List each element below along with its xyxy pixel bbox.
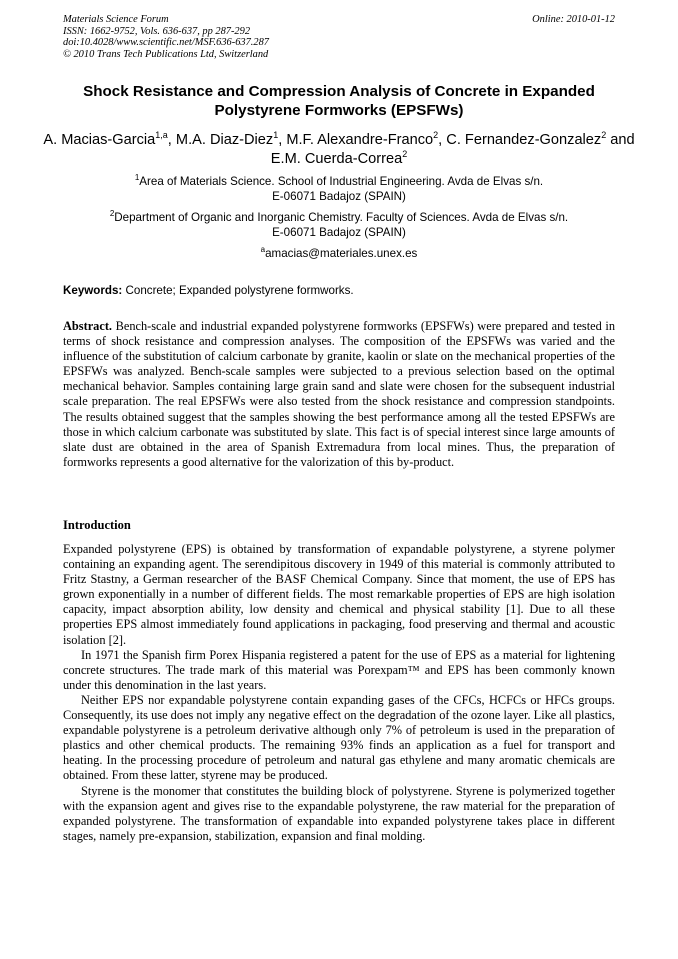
author-affiliation-mark: 2 [601,130,607,140]
abstract-text: Bench-scale and industrial expanded polystyrene formworks (EPSFWs) were prepared and tested in terms of shock resistance and compression analyses. The composition of the EPSFWs was varied and the influence of the substitution of calcium carbonate by granite, kaolin or slate on the mechanical properties of the EPSFWs was analyzed. Bench-scale samples were subjected to a previous selection based on the optimal mechanical behavior. Samples containing large grain sand and slate were chosen for the subsequent industrial scale preparation. The real EPSFWs were also tested from the shock resistance and compression standpoints. The results obtained suggest that the samples showing the best performance among all the tested EPSFWs are those in which calcium carbonate was substituted by slate. This fact is of special interest since large amounts of slate dust are obtained in the area of Spanish Extremadura from local mines. Thus, the preparation of formworks represents a good alternative for the valorization of this by-product. [63,319,615,469]
intro-paragraph: Expanded polystyrene (EPS) is obtained by transformation of expandable polystyrene, a styrene polymer containing an expanding agent. The serendipitous discovery in 1949 of this material is commonly attributed to Fritz Stastny, a German researcher of the BASF Chemical Company. Since that moment, the use of EPS has grown exponentially in a number of different fields. The most remarkable properties of EPS are high isolation capacity, impact absorption ability, low density and chemical and physical stability [1]. Due to all these properties EPS almost immediately found applications in packaging, food preserving and thermal and acoustic isolation [2]. [63,542,615,647]
journal-header [63,14,615,60]
abstract-paragraph [63,319,615,470]
author-list [40,131,638,169]
paper-title: Shock Resistance and Compression Analysis of Concrete in Expanded Polystyrene Formworks (EPSFWs) [83,83,595,119]
journal-name: Materials Science Forum [63,14,169,25]
intro-paragraph: In 1971 the Spanish firm Porex Hispania registered a patent for the use of EPS as a material for lightening concrete structures. The trade mark of this material was Porexpam™ and EPS has been commonly known under this denomination in the last years. [63,647,615,692]
author-affiliation-mark: 2 [433,130,439,140]
author-separator: , [438,132,447,148]
abstract [63,319,615,470]
author-name: E.M. Cuerda-Correa [270,151,403,167]
intro-paragraph: Neither EPS nor expandable polystyrene contain expanding gases of the CFCs, HCFCs or HFCs groups. Consequently, its use does not imply any negative effect on the degradation of the ozone layer. Like all plastics, expandable polystyrene is a petroleum derivative although only 7% of petroleum is used in the preparation of plastics and other chemical products. The remaining 93% finds an application as a fuel for transport and heating. In the processing procedure of petroleum and natural gas ethylene and many aromatic chemicals are obtained. From these latter, styrene may be produced. [63,692,615,783]
introduction-body [63,542,615,844]
keywords-text: Concrete; Expanded polystyrene formworks. [122,284,354,297]
author-name: M.F. Alexandre-Franco [286,132,434,148]
email-mark: a [260,245,266,254]
author-affiliation-mark: 2 [402,149,408,159]
copyright-line: © 2010 Trans Tech Publications Ltd, Switzerland [63,48,269,60]
author-affiliation-mark: 1,a [155,130,168,140]
affiliation-line: E-06071 Badajoz (SPAIN) [272,189,406,203]
affiliation-1 [40,175,638,204]
affiliation-mark: 2 [109,209,115,218]
keywords [63,284,615,298]
author-separator: , [167,132,176,148]
keywords-label: Keywords: [63,284,123,297]
corresponding-email [40,247,638,262]
issn-line: ISSN: 1662-9752, Vols. 636-637, pp 287-292 [63,25,251,37]
author-separator: and [606,132,635,148]
affiliation-2 [40,211,638,240]
author-affiliation-mark: 1 [273,130,279,140]
affiliation-line: Department of Organic and Inorganic Chemistry. Faculty of Sciences. Avda de Elvas s/n. [114,211,569,224]
affiliation-line: E-06071 Badajoz (SPAIN) [272,225,406,239]
author-name: A. Macias-Garcia [43,132,156,148]
section-heading-introduction: Introduction [63,518,131,532]
affiliation-line: Area of Materials Science. School of Industrial Engineering. Avda de Elvas s/n. [139,175,544,188]
online-date: Online: 2010-01-12 [532,14,615,25]
author-separator: , [278,132,287,148]
doi-line: doi:10.4028/www.scientific.net/MSF.636-637.287 [63,37,269,49]
intro-paragraph: Styrene is the monomer that constitutes the building block of polystyrene. Styrene is polymerized together with the expansion agent and gives rise to the expandable polystyrene, the raw material for the preparation of expanded polystyrene. The transformation of expandable into expanded polystyrene takes place in different stages, namely pre-expansion, stabilization, expansion and final molding. [63,783,615,843]
author-name: C. Fernandez-Gonzalez [446,132,602,148]
email-address: amacias@materiales.unex.es [265,247,418,260]
abstract-label: Abstract. [63,319,113,333]
author-name: M.A. Diaz-Diez [175,132,274,148]
affiliation-mark: 1 [134,173,140,182]
